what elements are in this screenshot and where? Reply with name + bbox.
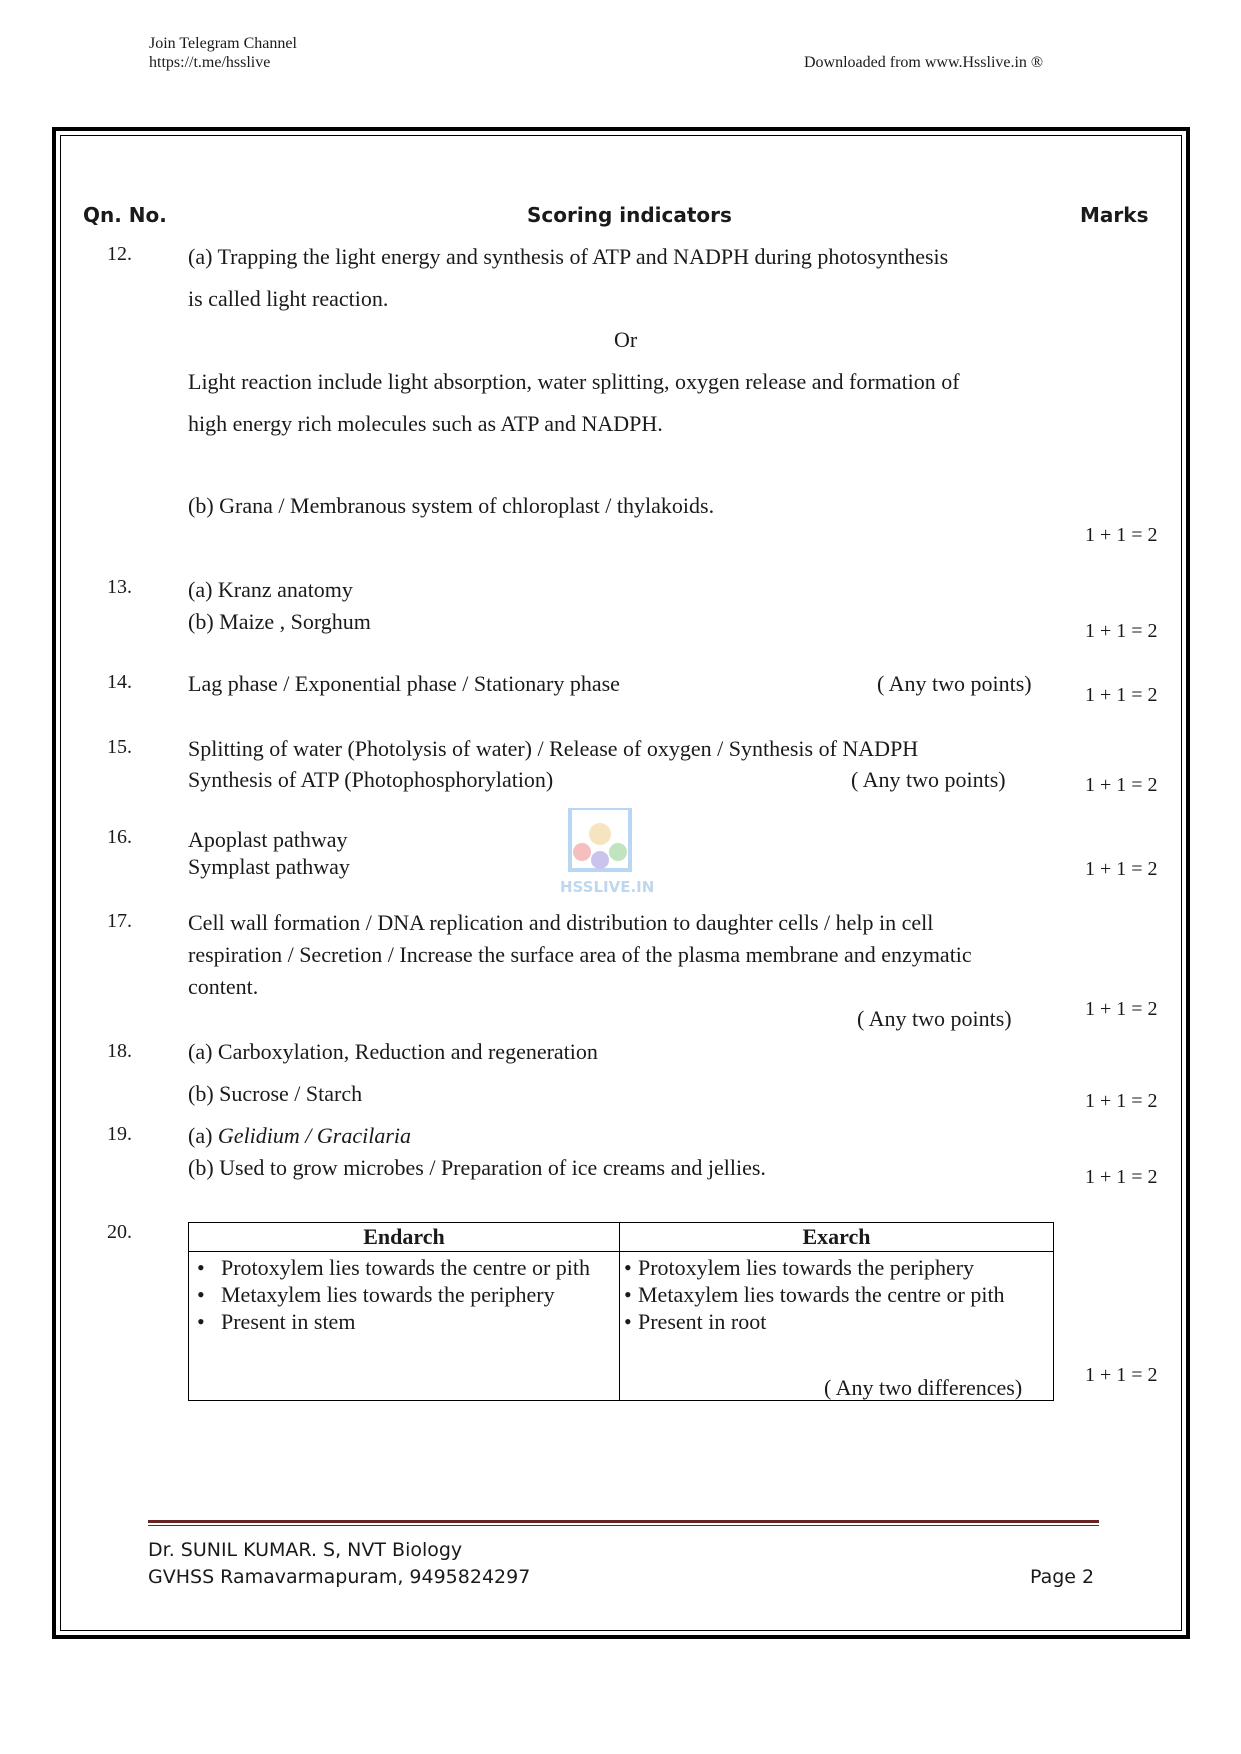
- question-number: 14.: [107, 671, 132, 693]
- marks-value: 1 + 1 = 2: [1085, 1166, 1158, 1188]
- answer-line: Synthesis of ATP (Photophosphorylation): [188, 767, 554, 792]
- marks-value: 1 + 1 = 2: [1085, 774, 1158, 796]
- question-number: 15.: [107, 736, 132, 758]
- footer-author: Dr. SUNIL KUMAR. S, NVT Biology: [148, 1539, 463, 1561]
- question-number: 20.: [107, 1221, 132, 1243]
- download-source: Downloaded from www.Hsslive.in ®: [804, 54, 1044, 71]
- answer-line: respiration / Secretion / Increase the surface area of the plasma membrane and enzymatic: [188, 942, 972, 967]
- answer-line: [188, 1120, 411, 1152]
- question-number: 13.: [107, 576, 132, 598]
- list-item: • Metaxylem lies towards the periphery: [193, 1281, 615, 1308]
- answer-note: ( Any two points): [857, 1006, 1012, 1031]
- answer-line: Apoplast pathway: [188, 827, 348, 852]
- question-number: 18.: [107, 1040, 132, 1062]
- answer-line: Symplast pathway: [188, 854, 350, 879]
- answer-line: (a) Kranz anatomy: [188, 577, 353, 602]
- table-header-exarch: Exarch: [620, 1223, 1054, 1252]
- answer-line: is called light reaction.: [188, 286, 389, 311]
- hsslive-watermark-logo: [556, 808, 656, 908]
- list-item: • Metaxylem lies towards the centre or pith: [624, 1281, 1049, 1308]
- answer-line: (a) Trapping the light energy and synthesis of ATP and NADPH during photosynthesis: [188, 244, 949, 269]
- question-number: 19.: [107, 1123, 132, 1145]
- answer-line: Light reaction include light absorption, water splitting, oxygen release and formation of: [188, 369, 960, 394]
- marks-value: 1 + 1 = 2: [1085, 998, 1158, 1020]
- answer-line: high energy rich molecules such as ATP and NADPH.: [188, 411, 663, 436]
- watermark-label: HSSLIVE.IN: [560, 878, 655, 896]
- answer-note: ( Any two points): [851, 767, 1006, 792]
- answer-note: ( Any two points): [877, 671, 1032, 696]
- endarch-cell: [189, 1252, 620, 1401]
- answer-line: Cell wall formation / DNA replication and distribution to daughter cells / help in cell: [188, 910, 934, 935]
- question-number: 12.: [107, 243, 132, 265]
- answer-or: Or: [614, 327, 638, 352]
- list-item: • Present in stem: [193, 1308, 615, 1335]
- table-header-endarch: Endarch: [189, 1223, 620, 1252]
- footer-rule: [148, 1520, 1099, 1523]
- answer-line: (b) Used to grow microbes / Preparation of ice creams and jellies.: [188, 1155, 766, 1180]
- question-number: 17.: [107, 910, 132, 932]
- column-scoring-indicators: Scoring indicators: [527, 203, 732, 227]
- marks-value: 1 + 1 = 2: [1085, 1364, 1158, 1386]
- list-item: • Protoxylem lies towards the centre or pith: [193, 1254, 615, 1281]
- watermark-icon: [556, 808, 656, 908]
- marks-value: 1 + 1 = 2: [1085, 620, 1158, 642]
- answer-line: Splitting of water (Photolysis of water) / Release of oxygen / Synthesis of NADPH: [188, 736, 919, 761]
- marks-value: 1 + 1 = 2: [1085, 684, 1158, 706]
- answer-line: (b) Sucrose / Starch: [188, 1081, 363, 1106]
- answer-line: (a) Carboxylation, Reduction and regeneration: [188, 1039, 598, 1064]
- answer-prefix: (a): [188, 1123, 218, 1148]
- answer-note: ( Any two differences): [824, 1375, 1023, 1400]
- column-qn-no: Qn. No.: [83, 203, 167, 227]
- marks-value: 1 + 1 = 2: [1085, 858, 1158, 880]
- list-item: • Present in root: [624, 1308, 1049, 1335]
- answer-italic-names: Gelidium / Gracilaria: [217, 1123, 412, 1148]
- column-marks: Marks: [1080, 203, 1149, 227]
- marks-value: 1 + 1 = 2: [1085, 1090, 1158, 1112]
- question-number: 16.: [107, 826, 132, 848]
- answer-line: Lag phase / Exponential phase / Stationary phase: [188, 671, 620, 696]
- footer-school: GVHSS Ramavarmapuram, 9495824297: [148, 1566, 531, 1588]
- marks-value: 1 + 1 = 2: [1085, 524, 1158, 546]
- answer-line: (b) Grana / Membranous system of chloroplast / thylakoids.: [188, 493, 715, 518]
- telegram-link[interactable]: https://t.me/hsslive: [149, 54, 271, 71]
- telegram-label: Join Telegram Channel: [149, 35, 297, 52]
- footer-rule-thin: [148, 1525, 1099, 1526]
- list-item: • Protoxylem lies towards the periphery: [624, 1254, 1049, 1281]
- page-number: Page 2: [1030, 1566, 1095, 1588]
- answer-line: (b) Maize , Sorghum: [188, 609, 371, 634]
- answer-line: content.: [188, 974, 259, 999]
